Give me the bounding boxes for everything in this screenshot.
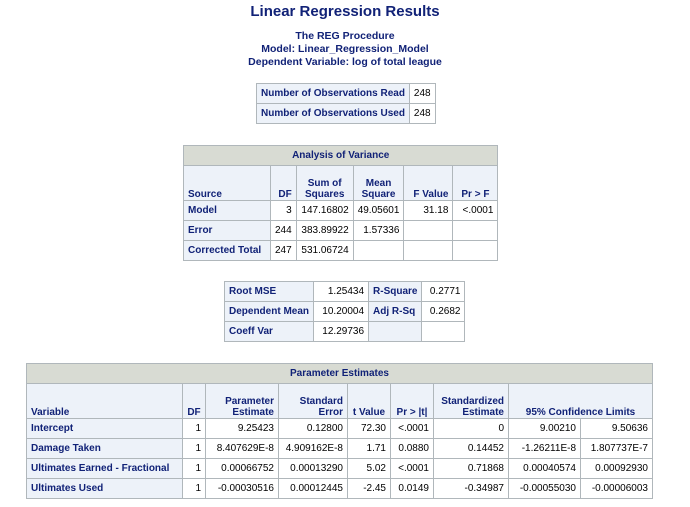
fit-row xyxy=(225,302,465,322)
params-header-t: t Value xyxy=(348,384,391,419)
params-df: 1 xyxy=(183,439,206,459)
params-t: 1.71 xyxy=(348,439,391,459)
params-estimate: 9.25423 xyxy=(206,419,279,439)
anova-source: Model xyxy=(184,201,271,221)
anova-p xyxy=(453,221,498,241)
params-row xyxy=(27,439,653,459)
params-row xyxy=(27,459,653,479)
fit-label: Coeff Var xyxy=(225,322,314,342)
fit-value: 0.2771 xyxy=(422,282,465,302)
fit-value: 12.29736 xyxy=(314,322,369,342)
params-header-df: DF xyxy=(183,384,206,419)
params-p: 0.0880 xyxy=(391,439,434,459)
params-variable: Intercept xyxy=(27,419,183,439)
params-se: 0.00013290 xyxy=(279,459,348,479)
fit-row xyxy=(225,322,465,342)
params-df: 1 xyxy=(183,459,206,479)
dependent-variable-label: Dependent Variable: log of total league xyxy=(248,56,442,68)
params-variable: Ultimates Used xyxy=(27,479,183,499)
anova-df: 244 xyxy=(271,221,297,241)
page-title: Linear Regression Results xyxy=(250,3,440,20)
params-p: <.0001 xyxy=(391,459,434,479)
fit-label xyxy=(369,322,422,342)
params-upper-limit: 1.807737E-7 xyxy=(581,439,653,459)
params-standardized: 0 xyxy=(434,419,509,439)
anova-f xyxy=(404,221,453,241)
model-label: Model: Linear_Regression_Model xyxy=(261,43,429,55)
params-row xyxy=(27,419,653,439)
params-variable: Damage Taken xyxy=(27,439,183,459)
params-df: 1 xyxy=(183,479,206,499)
anova-source: Error xyxy=(184,221,271,241)
observations-read-label: Number of Observations Read xyxy=(257,84,410,104)
anova-header-row xyxy=(184,166,498,201)
fit-statistics-table xyxy=(224,281,465,342)
params-estimate: 0.00066752 xyxy=(206,459,279,479)
anova-header-source: Source xyxy=(184,166,271,201)
params-se: 0.12800 xyxy=(279,419,348,439)
params-header-variable: Variable xyxy=(27,384,183,419)
anova-f: 31.18 xyxy=(404,201,453,221)
anova-ms: 49.05601 xyxy=(353,201,404,221)
anova-df: 3 xyxy=(271,201,297,221)
params-se: 4.909162E-8 xyxy=(279,439,348,459)
observations-used-label: Number of Observations Used xyxy=(257,104,410,124)
anova-ms: 1.57336 xyxy=(353,221,404,241)
anova-row xyxy=(184,201,498,221)
anova-header-df: DF xyxy=(271,166,297,201)
params-p: 0.0149 xyxy=(391,479,434,499)
anova-header-ms: Mean Square xyxy=(353,166,404,201)
observations-row xyxy=(257,104,436,124)
observations-read-value: 248 xyxy=(409,84,435,104)
observations-row xyxy=(257,84,436,104)
anova-table xyxy=(183,145,498,261)
params-header-standardized: Standardized Estimate xyxy=(434,384,509,419)
anova-p xyxy=(453,241,498,261)
fit-value xyxy=(422,322,465,342)
params-standardized: 0.14452 xyxy=(434,439,509,459)
observations-used-value: 248 xyxy=(409,104,435,124)
params-header-p: Pr > |t| xyxy=(391,384,434,419)
anova-df: 247 xyxy=(271,241,297,261)
params-variable: Ultimates Earned - Fractional xyxy=(27,459,183,479)
anova-header-p: Pr > F xyxy=(453,166,498,201)
params-t: 72.30 xyxy=(348,419,391,439)
anova-ss: 531.06724 xyxy=(296,241,353,261)
anova-p: <.0001 xyxy=(453,201,498,221)
params-t: 5.02 xyxy=(348,459,391,479)
fit-value: 10.20004 xyxy=(314,302,369,322)
anova-row xyxy=(184,241,498,261)
params-t: -2.45 xyxy=(348,479,391,499)
anova-f xyxy=(404,241,453,261)
anova-ss: 147.16802 xyxy=(296,201,353,221)
params-df: 1 xyxy=(183,419,206,439)
params-upper-limit: 9.50636 xyxy=(581,419,653,439)
fit-value: 1.25434 xyxy=(314,282,369,302)
anova-header-f: F Value xyxy=(404,166,453,201)
parameter-estimates-table xyxy=(26,363,653,499)
procedure-label: The REG Procedure xyxy=(295,30,395,42)
params-row xyxy=(27,479,653,499)
params-estimate: 8.407629E-8 xyxy=(206,439,279,459)
params-lower-limit: 9.00210 xyxy=(509,419,581,439)
params-upper-limit: 0.00092930 xyxy=(581,459,653,479)
params-se: 0.00012445 xyxy=(279,479,348,499)
anova-header-ss: Sum of Squares xyxy=(296,166,353,201)
observations-table xyxy=(256,83,436,124)
fit-label: Adj R-Sq xyxy=(369,302,422,322)
anova-caption: Analysis of Variance xyxy=(184,146,498,166)
params-lower-limit: 0.00040574 xyxy=(509,459,581,479)
params-lower-limit: -1.26211E-8 xyxy=(509,439,581,459)
fit-row xyxy=(225,282,465,302)
fit-label: Dependent Mean xyxy=(225,302,314,322)
fit-label: R-Square xyxy=(369,282,422,302)
params-estimate: -0.00030516 xyxy=(206,479,279,499)
anova-row xyxy=(184,221,498,241)
fit-label: Root MSE xyxy=(225,282,314,302)
fit-value: 0.2682 xyxy=(422,302,465,322)
params-standardized: 0.71868 xyxy=(434,459,509,479)
anova-ms xyxy=(353,241,404,261)
params-upper-limit: -0.00006003 xyxy=(581,479,653,499)
params-header-estimate: Parameter Estimate xyxy=(206,384,279,419)
anova-ss: 383.89922 xyxy=(296,221,353,241)
params-header-se: Standard Error xyxy=(279,384,348,419)
parameter-estimates-caption: Parameter Estimates xyxy=(27,364,653,384)
params-header-confidence-limits: 95% Confidence Limits xyxy=(509,384,653,419)
anova-source: Corrected Total xyxy=(184,241,271,261)
params-lower-limit: -0.00055030 xyxy=(509,479,581,499)
params-standardized: -0.34987 xyxy=(434,479,509,499)
params-p: <.0001 xyxy=(391,419,434,439)
params-header-row xyxy=(27,384,653,419)
